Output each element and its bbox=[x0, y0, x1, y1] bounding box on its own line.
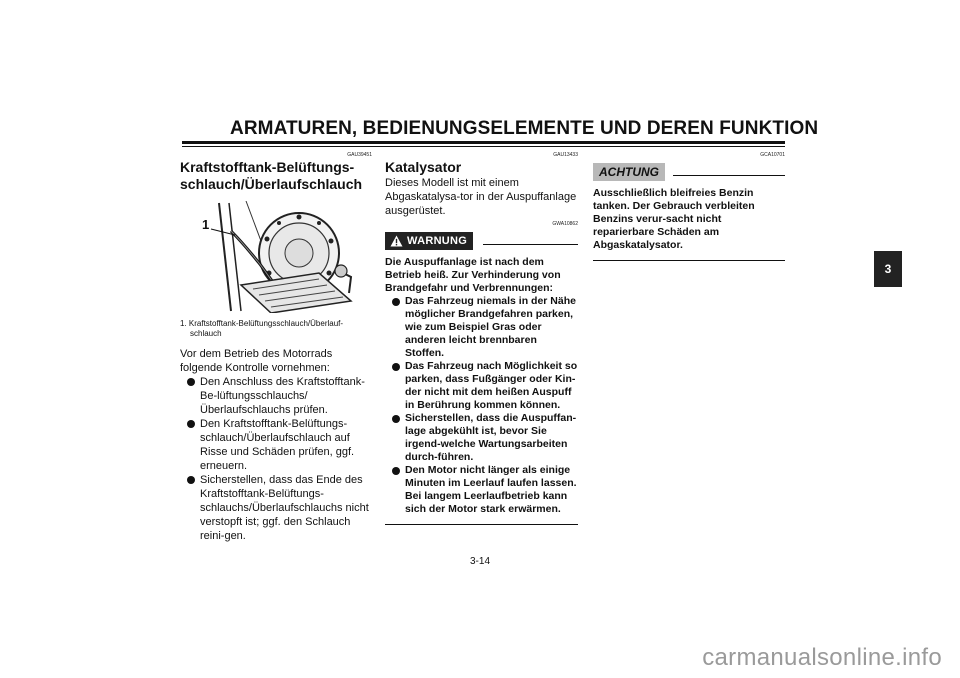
warning-end-rule bbox=[385, 524, 578, 525]
bullet-dot bbox=[187, 420, 195, 428]
watermark-text: carmanualsonline.info bbox=[702, 644, 942, 671]
warning-code: GWA10862 bbox=[552, 221, 578, 227]
bullet-dot bbox=[392, 298, 400, 306]
section-heading-breather: Kraftstofftank-Belüftungs-schlauch/Überlaufschlauch bbox=[180, 159, 363, 192]
list-item-text: Den Kraftstofftank-Belüftungs-schlauch/Überlaufschlauch auf Risse und Schäden prüfen, ggf. erneuern. bbox=[200, 418, 355, 472]
list-item bbox=[385, 412, 578, 464]
warning-triangle-icon bbox=[390, 235, 403, 247]
warning-list bbox=[385, 295, 578, 516]
list-item-text: Das Fahrzeug nach Möglichkeit so parken, dass Fußgänger oder Kin-der nicht mit dem heißen Auspuff in Berührung kommen können. bbox=[405, 360, 578, 411]
chapter-tab[interactable]: 3 bbox=[874, 251, 902, 287]
bullet-dot bbox=[392, 467, 400, 475]
warning-badge bbox=[385, 232, 473, 250]
list-item-text: Den Anschluss des Kraftstofftank-Be-lüftungsschlauchs/Überlaufschlauchs prüfen. bbox=[200, 376, 365, 416]
figure-caption: 1. Kraftstofftank-Belüftungsschlauch/Überlauf-schlauch bbox=[180, 319, 344, 338]
page-header-title: ARMATUREN, BEDIENUNGSELEMENTE UND DEREN FUNKTION bbox=[230, 118, 819, 139]
column-breather bbox=[180, 150, 372, 543]
attention-badge: ACHTUNG bbox=[593, 163, 665, 181]
list-item bbox=[180, 375, 372, 417]
section-code: GAU13433 bbox=[553, 152, 578, 158]
section-code: GAU39451 bbox=[347, 152, 372, 158]
warning-header bbox=[385, 230, 578, 252]
header-rule-thin bbox=[182, 146, 785, 147]
list-item bbox=[180, 473, 372, 543]
attention-header bbox=[593, 161, 785, 183]
list-item bbox=[385, 295, 578, 360]
attention-end-rule bbox=[593, 260, 785, 261]
column-catalyst bbox=[385, 150, 578, 525]
list-item-text: Den Motor nicht länger als einige Minuten im Leerlauf laufen lassen. Bei langem Leerlaufbetrieb kann sich der Motor stark erwärmen. bbox=[405, 464, 577, 515]
list-item bbox=[180, 417, 372, 473]
breather-intro-text: Vor dem Betrieb des Motorrads folgende Kontrolle vornehmen: bbox=[180, 348, 333, 374]
attention-text: Ausschließlich bleifreies Benzin tanken. Der Gebrauch verbleiten Benzins verur-sacht nicht reparierbare Schäden am Abgaskatalysator. bbox=[593, 187, 755, 251]
breather-hose-illustration bbox=[201, 201, 354, 313]
figure-callout-number: 1 bbox=[202, 217, 210, 232]
list-item bbox=[385, 360, 578, 412]
warning-intro-text: Die Auspuffanlage ist nach dem Betrieb heiß. Zur Verhinderung von Brandgefahr und Verbrennungen: bbox=[385, 256, 561, 294]
engine-drawing bbox=[201, 201, 354, 313]
section-heading-catalyst: Katalysator bbox=[385, 159, 462, 175]
bullet-dot bbox=[187, 378, 195, 386]
warning-label: WARNUNG bbox=[407, 235, 468, 247]
header-rule bbox=[182, 141, 785, 144]
section-code: GCA10701 bbox=[760, 152, 785, 158]
list-item-text: Sicherstellen, dass das Ende des Kraftstofftank-Belüftungs-schlauchs/Überlaufschlauchs nicht verstopft ist; ggf. den Schlauch reini-gen. bbox=[200, 474, 369, 542]
bullet-dot bbox=[392, 415, 400, 423]
bullet-dot bbox=[187, 476, 195, 484]
column-attention bbox=[593, 150, 785, 261]
catalyst-body-text: Dieses Modell ist mit einem Abgaskatalysa-tor in der Auspuffanlage ausgerüstet. bbox=[385, 177, 577, 217]
list-item bbox=[385, 464, 578, 516]
page-number: 3-14 bbox=[469, 556, 490, 567]
list-item-text: Das Fahrzeug niemals in der Nähe möglicher Brandgefahren parken, wie zum Beispiel Gras oder anderen leicht brennbaren Stoffen. bbox=[405, 295, 576, 359]
warning-rule bbox=[483, 244, 578, 245]
attention-rule bbox=[673, 175, 785, 176]
bullet-dot bbox=[392, 363, 400, 371]
breather-check-list bbox=[180, 375, 372, 543]
list-item-text: Sicherstellen, dass die Auspuffan-lage abgekühlt ist, bevor Sie irgend-welche Wartungsarbeiten durch-führen. bbox=[405, 412, 577, 463]
